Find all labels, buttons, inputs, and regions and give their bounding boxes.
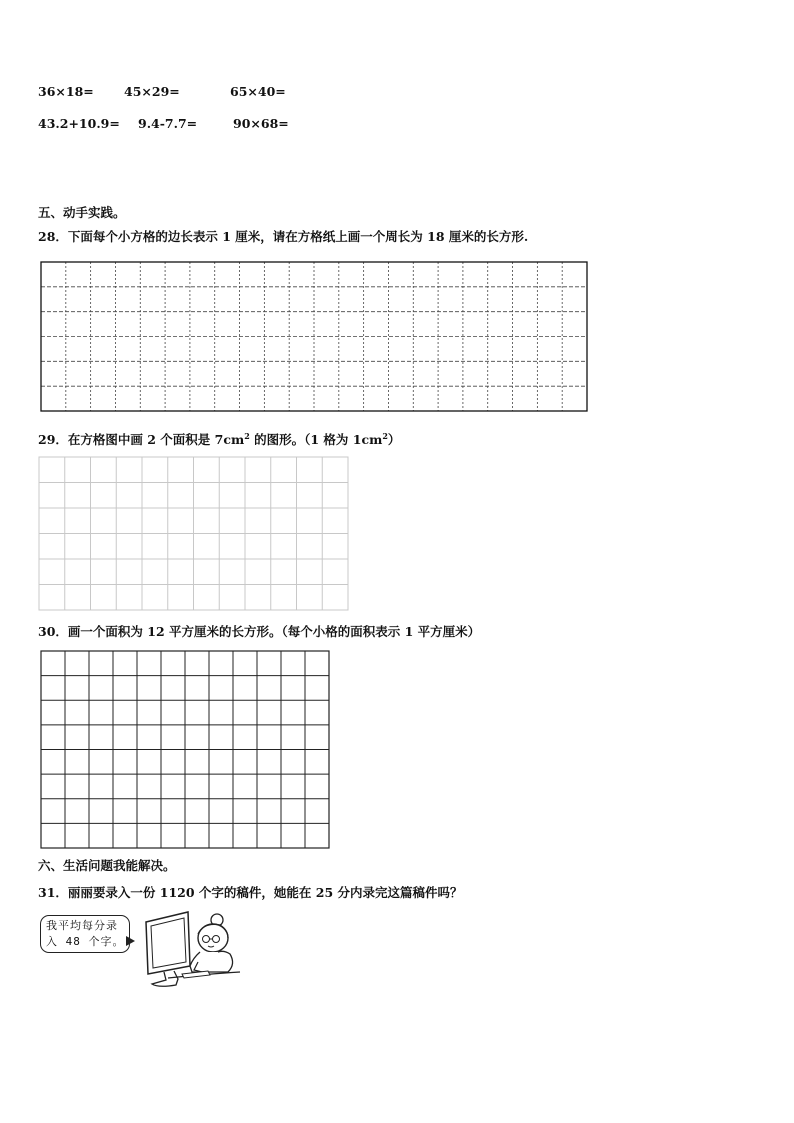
- calc-9-4-minus-7-7: 9.4-7.7=: [138, 116, 198, 131]
- question-29-text: 29．在方格图中画 2 个面积是 $7cm^2$ 的图形。（1 格为 $1cm^2$）: [38, 431, 401, 448]
- speech-bubble: [40, 915, 130, 953]
- calc-65x40: 65×40=: [230, 84, 286, 99]
- calc-43-2-plus-10-9: 43.2+10.9=: [38, 116, 120, 131]
- question-28-text: 28．下面每个小方格的边长表示 1 厘米，请在方格纸上画一个周长为 18 厘米的长方形.: [38, 229, 529, 244]
- section-heading-practice: 五、动手实践。: [38, 205, 126, 220]
- calc-36x18: 36×18=: [38, 84, 94, 99]
- girl-at-computer-illustration: [138, 908, 243, 990]
- calc-45x29: 45×29=: [124, 84, 180, 99]
- question-31-text: 31．丽丽要录入一份 1120 个字的稿件，她能在 25 分内录完这篇稿件吗？: [38, 885, 463, 900]
- grid-q30: [40, 650, 331, 850]
- speech-line-2: 入 48 个字。: [46, 935, 125, 948]
- grid-q28: [40, 261, 588, 412]
- question-30-text: 30．画一个面积为 12 平方厘米的长方形。（每个小格的面积表示 1 平方厘米）: [38, 624, 481, 639]
- speech-line-1: 我平均每分录: [46, 919, 118, 932]
- calc-90x68: 90×68=: [233, 116, 289, 131]
- speech-bubble-tail: [126, 936, 135, 946]
- section-heading-life-problems: 六、生活问题我能解决。: [38, 858, 176, 873]
- grid-q29: [38, 456, 349, 611]
